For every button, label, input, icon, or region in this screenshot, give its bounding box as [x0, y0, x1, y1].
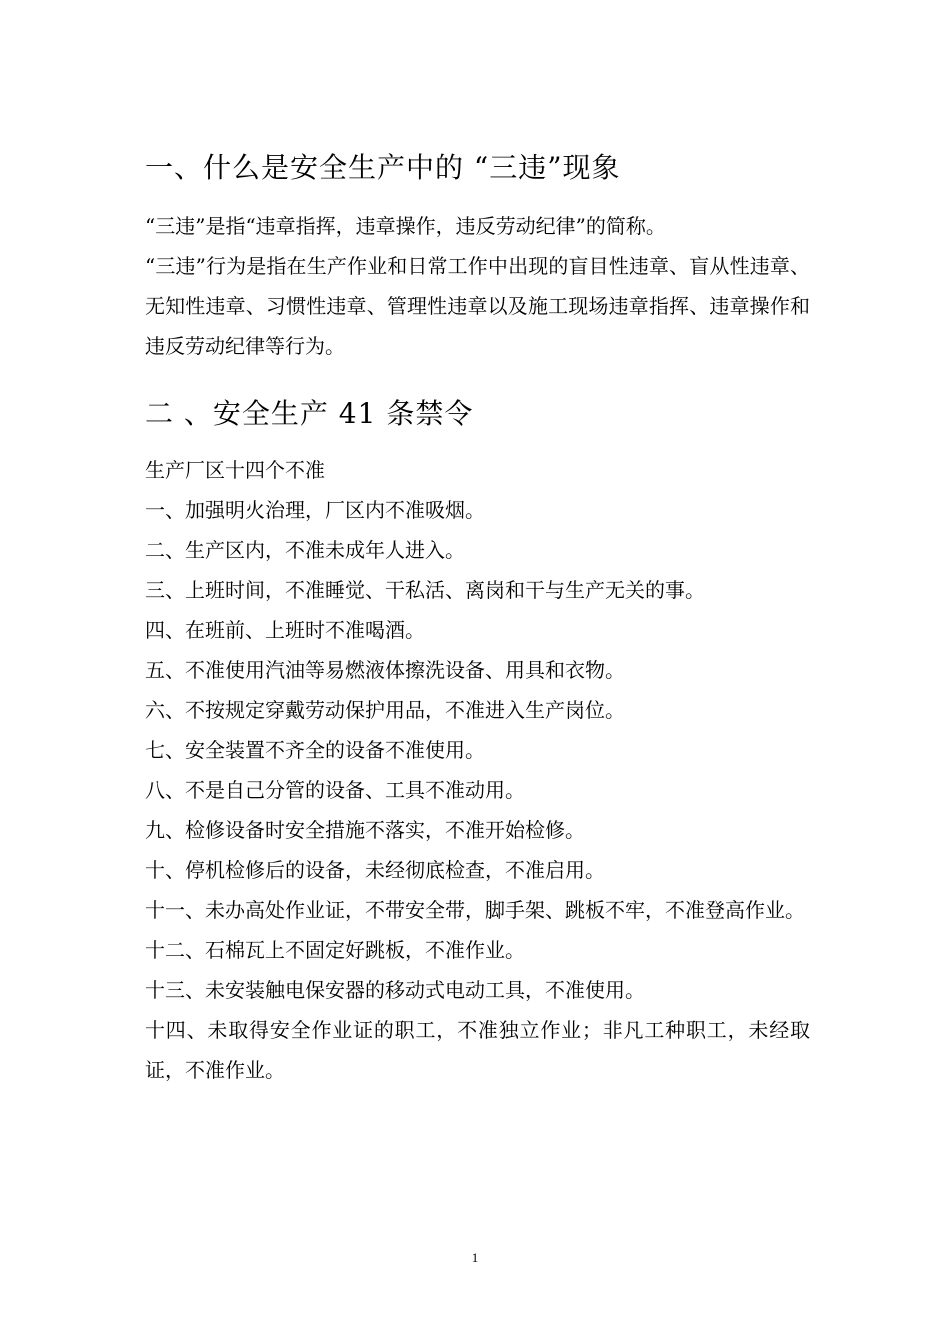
rule-item: 十三、未安装触电保安器的移动式电动工具，不准使用。	[145, 978, 645, 1002]
rule-item: 二、生产区内，不准未成年人进入。	[145, 538, 465, 562]
rule-item: 一、加强明火治理，厂区内不准吸烟。	[145, 498, 485, 522]
page-number: 1	[471, 1250, 479, 1265]
rule-item: 八、不是自己分管的设备、工具不准动用。	[145, 778, 525, 802]
rule-item: 九、检修设备时安全措施不落实，不准开始检修。	[145, 818, 585, 842]
rule-item: 六、不按规定穿戴劳动保护用品，不准进入生产岗位。	[145, 698, 625, 722]
rules-list	[145, 490, 810, 1090]
rule-item: 三、上班时间，不准睡觉、干私活、离岗和干与生产无关的事。	[145, 578, 705, 602]
rule-item: 十二、石棉瓦上不固定好跳板，不准作业。	[145, 938, 525, 962]
rule-item: 四、在班前、上班时不准喝酒。	[145, 618, 425, 642]
rule-item: 七、安全装置不齐全的设备不准使用。	[145, 738, 485, 762]
rule-item: 十、停机检修后的设备，未经彻底检查，不准启用。	[145, 858, 605, 882]
section-2-subtitle: 生产厂区十四个不准	[145, 458, 325, 482]
section-1-paragraph-2: “三违”行为是指在生产作业和日常工作中出现的盲目性违章、盲从性违章、无知性违章、习惯性违章、管理性违章以及施工现场违章指挥、违章操作和违反劳动纪律等行为。	[145, 254, 810, 358]
rule-item: 五、不准使用汽油等易燃液体擦洗设备、用具和衣物。	[145, 658, 625, 682]
section-1-title: 一、什么是安全生产中的 “三违”现象	[145, 151, 621, 184]
rule-item: 十四、未取得安全作业证的职工，不准独立作业；非凡工种职工，未经取证，不准作业。	[145, 1018, 810, 1082]
rule-item: 十一、未办高处作业证，不带安全带，脚手架、跳板不牢，不准登高作业。	[145, 898, 805, 922]
section-2-title: 二 、安全生产 41 条禁令	[145, 397, 474, 430]
section-1-paragraph-1: “三违”是指“违章指挥，违章操作，违反劳动纪律”的简称。	[145, 214, 666, 238]
page-content	[145, 146, 810, 1090]
